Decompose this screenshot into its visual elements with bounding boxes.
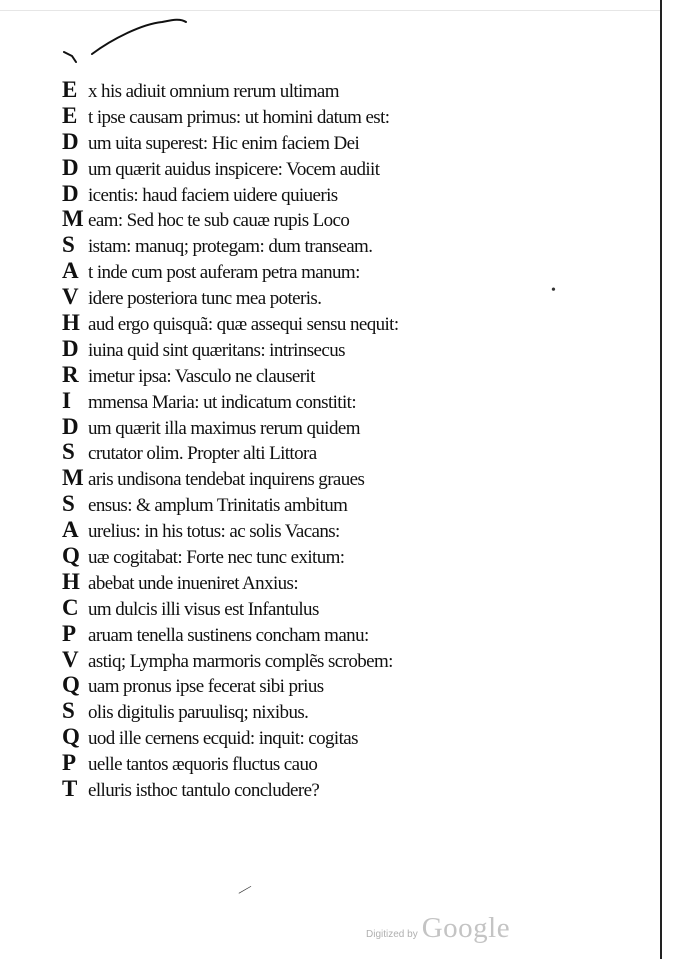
verse-text: uod ille cernens ecquid: inquit: cogitas bbox=[88, 728, 358, 750]
verse-text: astiq; Lympha marmoris complẽs scrobem: bbox=[88, 650, 393, 672]
verse-text: um dulcis illi visus est Infantulus bbox=[88, 598, 319, 620]
verse-initial: R bbox=[62, 361, 79, 387]
verse-line bbox=[62, 129, 622, 155]
verse-initial: H bbox=[62, 310, 80, 336]
verse-text: um uita superest: Hic enim faciem Dei bbox=[88, 132, 360, 154]
verse-line bbox=[62, 698, 622, 724]
verse-text: mmensa Maria: ut indicatum constitit: bbox=[88, 391, 357, 413]
verse-line bbox=[62, 672, 622, 698]
verse-line bbox=[62, 336, 622, 362]
ink-scribble-icon bbox=[62, 14, 202, 69]
verse-text: crutator olim. Propter alti Littora bbox=[88, 443, 317, 465]
google-logo: Google bbox=[421, 912, 511, 944]
verse-line bbox=[62, 155, 622, 181]
verse-initial: V bbox=[62, 646, 79, 672]
digitized-label: Digitized by bbox=[366, 929, 418, 940]
verse-initial: V bbox=[62, 284, 79, 310]
verse-initial: Q bbox=[62, 724, 80, 750]
verse-text: t inde cum post auferam petra manum: bbox=[88, 262, 360, 284]
verse-line bbox=[62, 724, 622, 750]
page-binding-edge bbox=[660, 0, 662, 959]
verse-line bbox=[62, 206, 622, 232]
verse-text: urelius: in his totus: ac solis Vacans: bbox=[88, 521, 340, 543]
verse-initial: S bbox=[62, 439, 75, 465]
verse-line bbox=[62, 517, 622, 543]
verse-text: um quærit illa maximus rerum quidem bbox=[88, 417, 360, 439]
verse-initial: D bbox=[62, 128, 79, 154]
verse-line bbox=[62, 750, 622, 776]
verse-text: x his adiuit omnium rerum ultimam bbox=[88, 81, 339, 102]
verse-initial: T bbox=[62, 776, 78, 802]
verse-text: imetur ipsa: Vasculo ne clauserit bbox=[88, 365, 315, 387]
verse-block bbox=[62, 77, 622, 802]
ink-speck-icon: • bbox=[551, 283, 556, 298]
verse-line bbox=[62, 491, 622, 517]
verse-initial: Q bbox=[62, 543, 80, 569]
verse-initial: P bbox=[62, 750, 77, 776]
verse-initial: D bbox=[62, 335, 79, 361]
verse-text: uæ cogitabat: Forte nec tunc exitum: bbox=[88, 547, 345, 569]
verse-line bbox=[62, 77, 622, 103]
verse-initial: Q bbox=[62, 672, 80, 698]
page-top-edge bbox=[0, 0, 662, 11]
verse-line bbox=[62, 103, 622, 129]
verse-line bbox=[62, 569, 622, 595]
verse-text: aud ergo quisquã: quæ assequi sensu nequit: bbox=[88, 314, 399, 336]
verse-line bbox=[62, 284, 622, 310]
verse-initial: E bbox=[62, 77, 78, 102]
verse-line bbox=[62, 310, 622, 336]
verse-text: t ipse causam primus: ut homini datum est: bbox=[88, 106, 390, 128]
verse-text: abebat unde inueniret Anxius: bbox=[88, 572, 299, 594]
google-digitized-watermark bbox=[366, 912, 510, 945]
verse-initial: M bbox=[62, 206, 84, 232]
verse-initial: S bbox=[62, 232, 75, 258]
verse-line bbox=[62, 439, 622, 465]
verse-initial: P bbox=[62, 620, 77, 646]
verse-line bbox=[62, 595, 622, 621]
verse-text: ensus: & amplum Trinitatis ambitum bbox=[88, 495, 348, 517]
verse-line bbox=[62, 465, 622, 491]
verse-initial: I bbox=[62, 387, 71, 413]
verse-text: icentis: haud faciem uidere quiueris bbox=[88, 184, 338, 206]
verse-text: istam: manuq; protegam: dum transeam. bbox=[88, 236, 373, 258]
verse-text: aris undisona tendebat inquirens graues bbox=[88, 469, 365, 491]
verse-line bbox=[62, 362, 622, 388]
verse-initial: S bbox=[62, 698, 75, 724]
verse-line bbox=[62, 232, 622, 258]
verse-line bbox=[62, 776, 622, 802]
verse-line bbox=[62, 388, 622, 414]
verse-line bbox=[62, 543, 622, 569]
verse-text: idere posteriora tunc mea poteris. bbox=[88, 288, 322, 310]
verse-line bbox=[62, 258, 622, 284]
verse-text: olis digitulis paruulisq; nixibus. bbox=[88, 702, 309, 724]
verse-line bbox=[62, 181, 622, 207]
verse-text: iuina quid sint quæritans: intrinsecus bbox=[88, 339, 345, 361]
verse-initial: D bbox=[62, 154, 79, 180]
verse-text: uelle tantos æquoris fluctus cauo bbox=[88, 754, 318, 776]
verse-text: um quærit auidus inspicere: Vocem audiit bbox=[88, 158, 380, 180]
verse-initial: M bbox=[62, 465, 84, 491]
verse-text: aruam tenella sustinens concham manu: bbox=[88, 624, 369, 646]
verse-line bbox=[62, 647, 622, 673]
verse-initial: D bbox=[62, 413, 79, 439]
verse-text: elluris isthoc tantulo concludere? bbox=[88, 780, 320, 802]
verse-initial: A bbox=[62, 517, 79, 543]
verse-line bbox=[62, 621, 622, 647]
verse-line bbox=[62, 414, 622, 440]
verse-initial: S bbox=[62, 491, 75, 517]
ink-mark-icon: — bbox=[234, 879, 255, 900]
verse-text: uam pronus ipse fecerat sibi prius bbox=[88, 676, 324, 698]
verse-initial: A bbox=[62, 258, 79, 284]
verse-initial: E bbox=[62, 102, 78, 128]
verse-initial: D bbox=[62, 180, 79, 206]
verse-initial: C bbox=[62, 594, 79, 620]
verse-initial: H bbox=[62, 568, 80, 594]
verse-text: eam: Sed hoc te sub cauæ rupis Loco bbox=[88, 210, 350, 232]
